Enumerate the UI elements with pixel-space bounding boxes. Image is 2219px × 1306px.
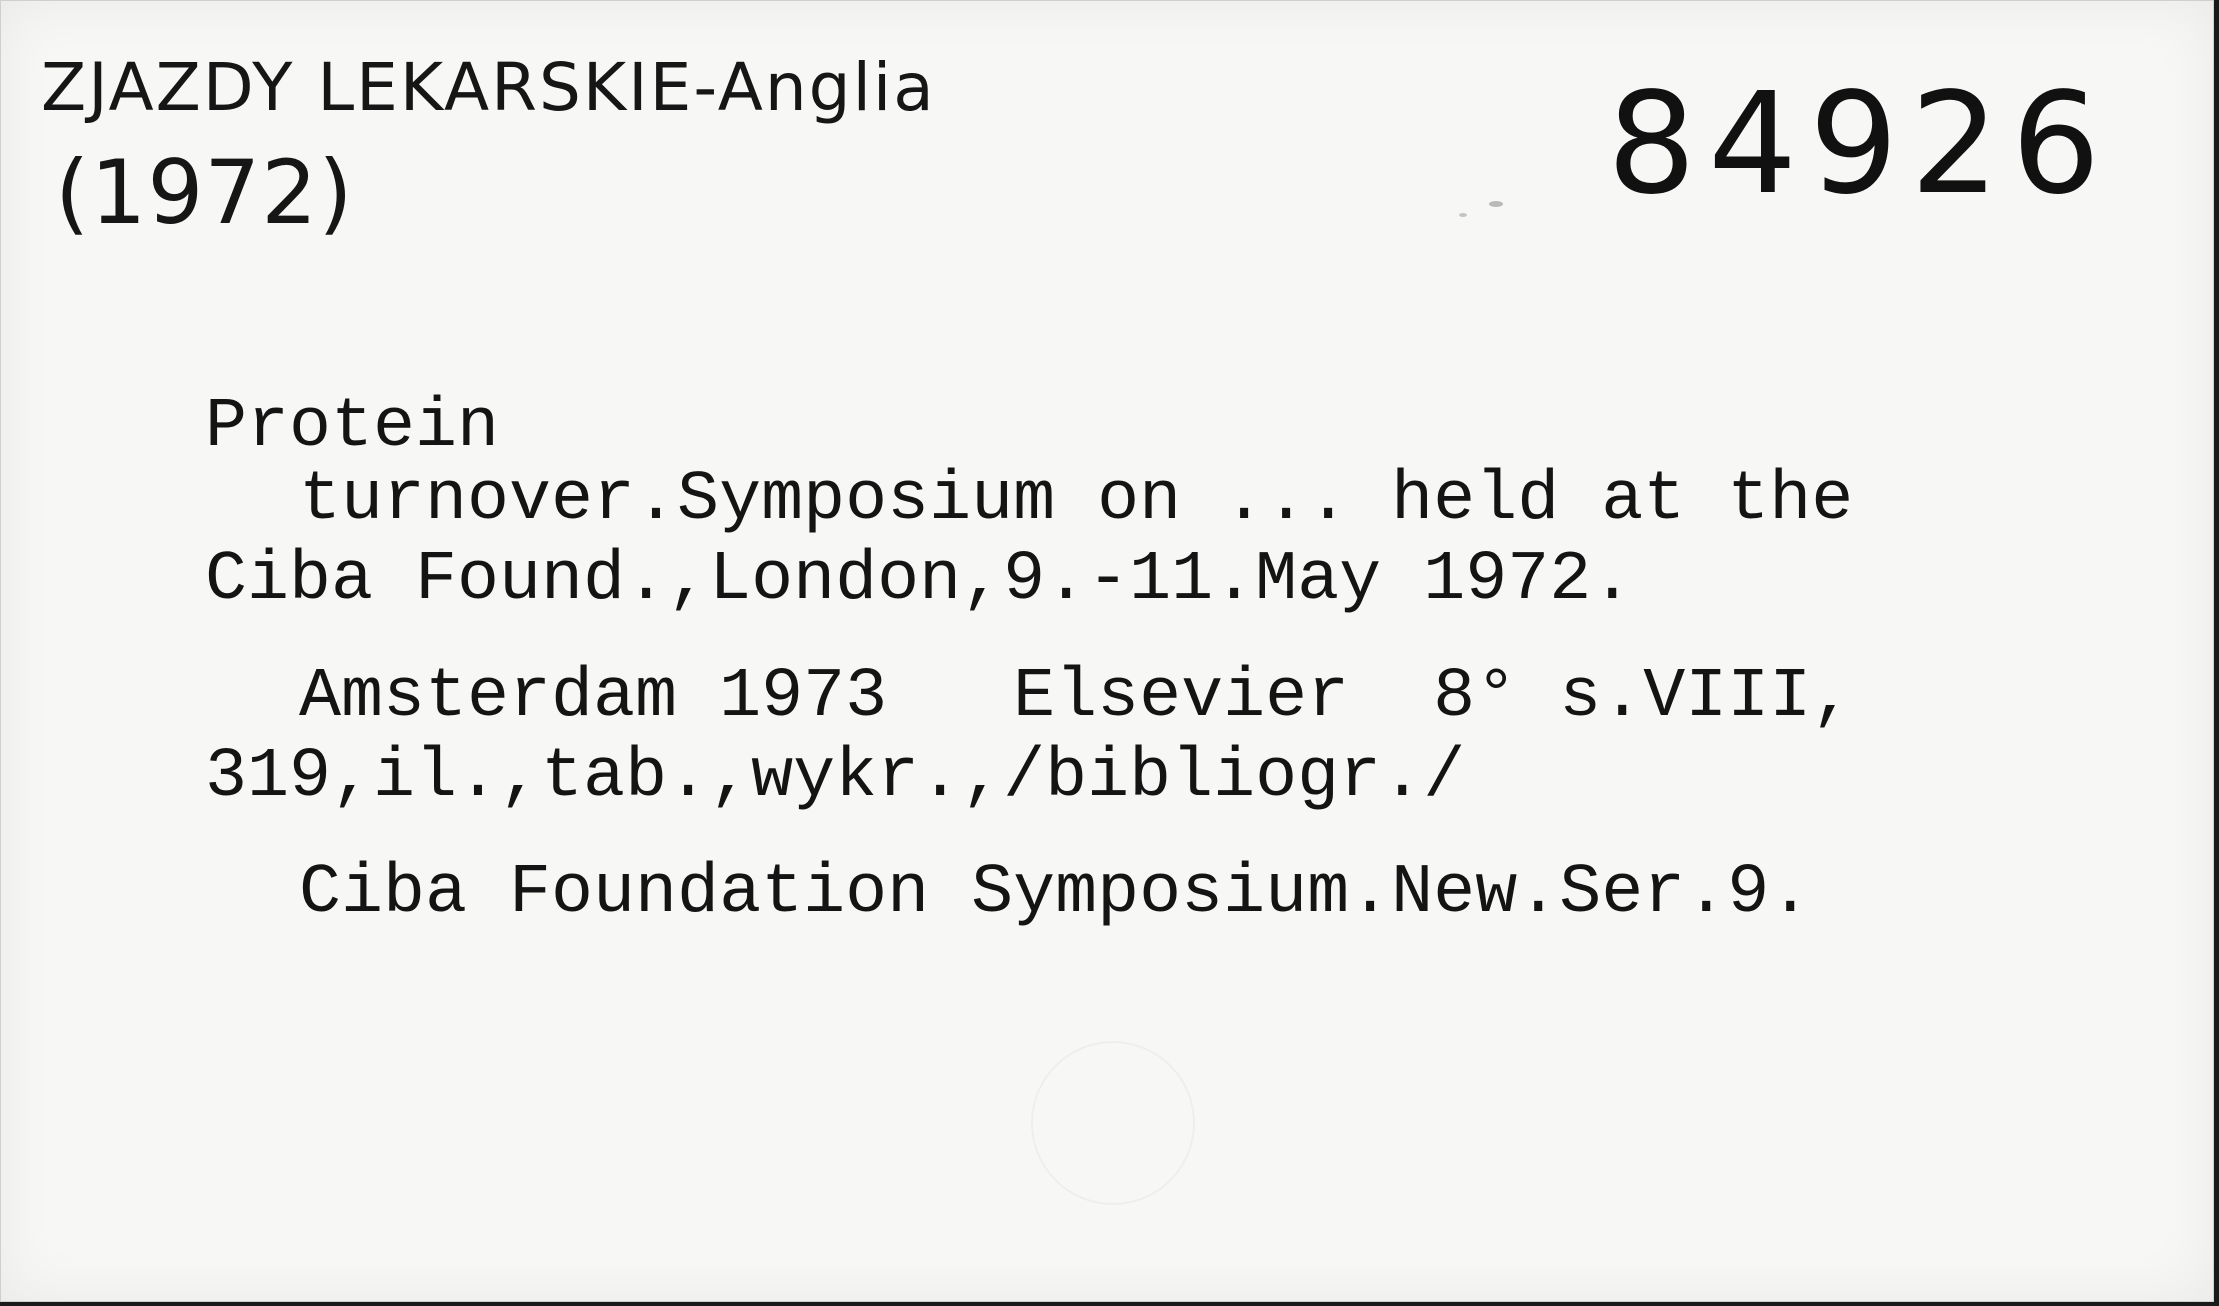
ink-speck bbox=[1489, 201, 1503, 207]
subject-heading: ZJAZDY LEKARSKIE-Anglia bbox=[41, 49, 936, 126]
title-line-2: turnover.Symposium on ... held at the bbox=[299, 461, 1854, 540]
series-line: Ciba Foundation Symposium.New.Ser.9. bbox=[299, 854, 1812, 933]
subject-heading-year: (1972) bbox=[55, 141, 354, 244]
title-line-1: Protein bbox=[205, 388, 500, 467]
title-line-3: Ciba Found.,London,9.-11.May 1972. bbox=[205, 541, 1634, 620]
ink-speck bbox=[1459, 213, 1467, 217]
imprint-line-1: Amsterdam 1973 Elsevier 8° s.VIII, bbox=[299, 658, 1854, 737]
imprint-line-2: 319,il.,tab.,wykr.,/bibliogr./ bbox=[205, 738, 1466, 817]
paper-stain bbox=[1031, 1041, 1195, 1205]
catalog-number: 84926 bbox=[1607, 63, 2113, 226]
